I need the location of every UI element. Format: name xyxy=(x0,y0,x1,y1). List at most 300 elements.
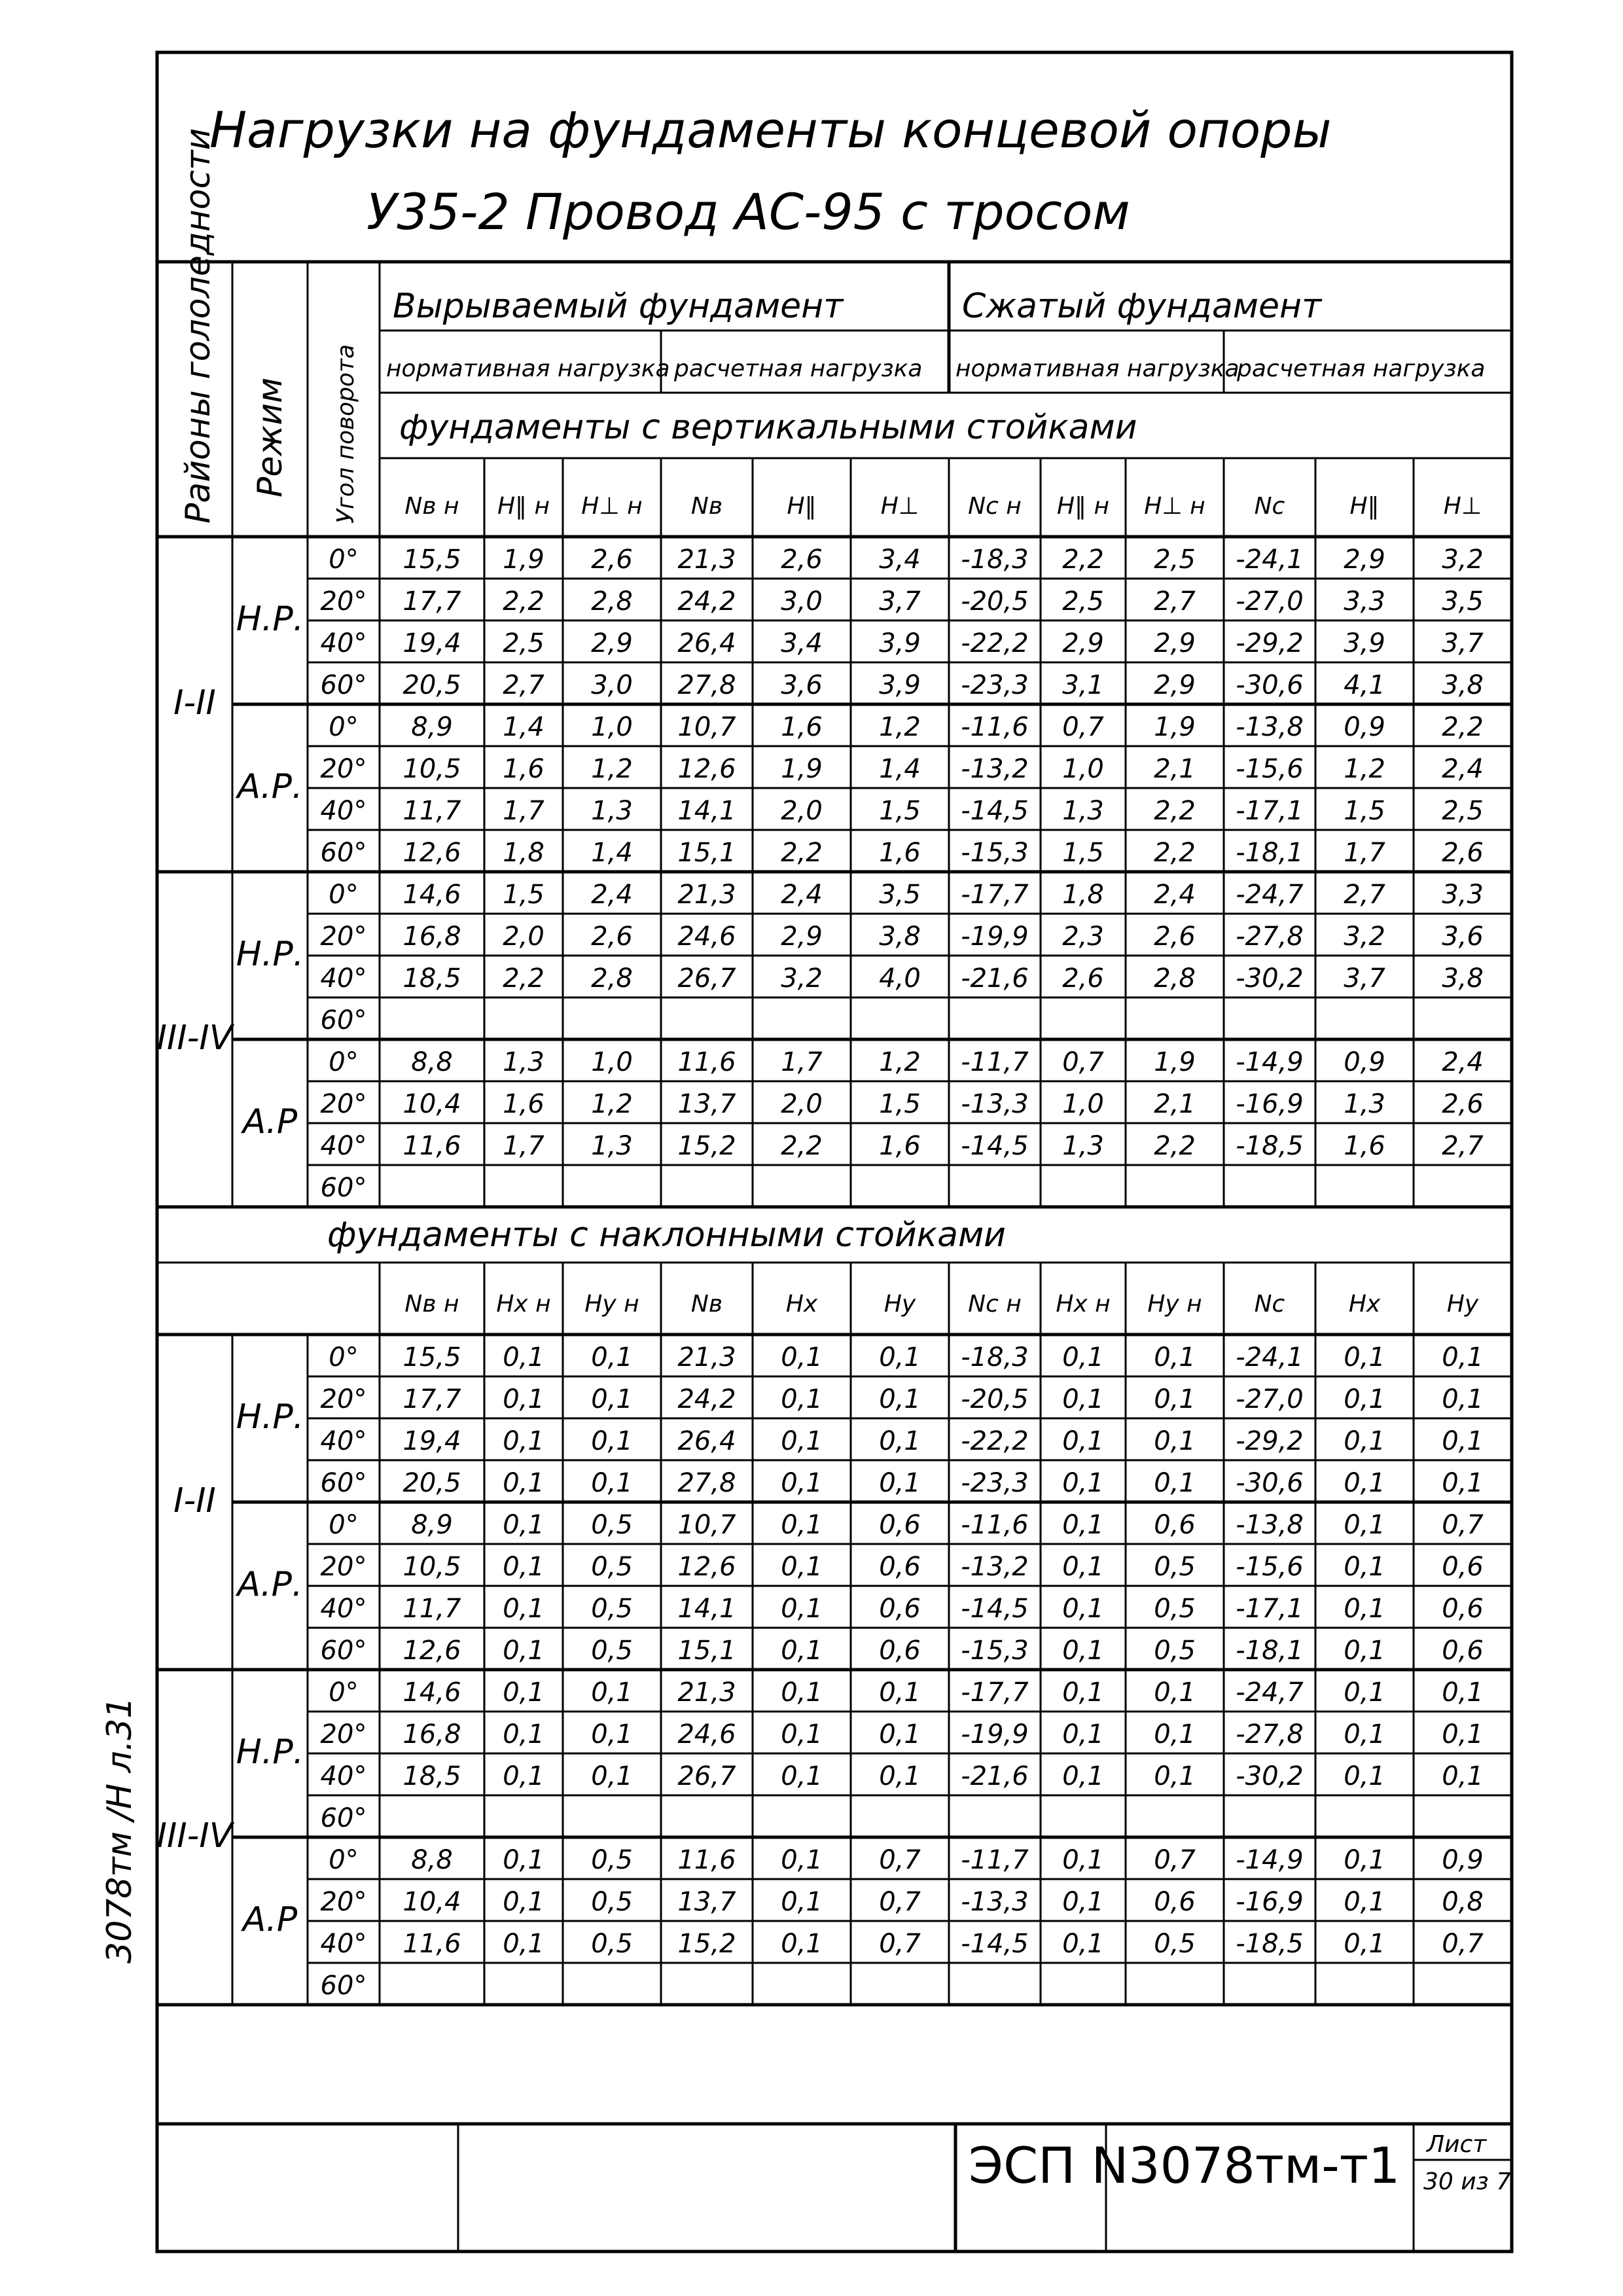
value-cell: 15,1 xyxy=(677,1636,736,1666)
value-cell: 1,3 xyxy=(1062,1131,1104,1161)
value-cell: -16,9 xyxy=(1236,1887,1304,1917)
value-cell: 14,6 xyxy=(402,1677,461,1708)
value-cell: 3,7 xyxy=(879,586,921,617)
value-cell: 1,8 xyxy=(1062,880,1104,910)
value-cell: 0,1 xyxy=(781,1887,823,1917)
value-cell: -15,6 xyxy=(1236,754,1304,784)
value-cell: 3,8 xyxy=(879,922,921,952)
value-cell: -22,2 xyxy=(961,628,1029,658)
value-cell: 0,5 xyxy=(1154,1929,1196,1959)
value-cell: -18,3 xyxy=(961,1342,1029,1372)
value-cell: 10,7 xyxy=(677,712,736,742)
value-cell: -27,8 xyxy=(1236,1719,1304,1749)
value-cell: 0,7 xyxy=(1442,1929,1484,1959)
value-cell: 1,4 xyxy=(503,712,544,742)
value-cell: -18,3 xyxy=(961,545,1029,575)
value-cell: 2,1 xyxy=(1154,1089,1196,1119)
value-cell: 0,1 xyxy=(1062,1636,1104,1666)
value-cell: 2,6 xyxy=(591,545,633,575)
value-cell: 1,6 xyxy=(503,754,544,784)
value-cell: 27,8 xyxy=(677,1468,736,1498)
angle-cell: 40° xyxy=(320,963,367,994)
value-cell: 3,9 xyxy=(1344,628,1385,658)
value-cell: 0,1 xyxy=(1062,1594,1104,1624)
value-cell: -27,0 xyxy=(1236,586,1304,617)
value-cell: 0,5 xyxy=(591,1510,633,1540)
value-cell: 0,1 xyxy=(781,1594,823,1624)
angle-cell: 20° xyxy=(320,1384,367,1414)
value-cell: -15,3 xyxy=(961,1636,1029,1666)
value-cell: -14,9 xyxy=(1236,1845,1304,1875)
value-cell: 0,1 xyxy=(591,1677,633,1708)
compressed-header: Сжатый фундамент xyxy=(962,287,1322,326)
value-cell: -11,7 xyxy=(961,1047,1029,1077)
value-cell: 0,1 xyxy=(1442,1719,1484,1749)
value-cell: 1,9 xyxy=(1154,1047,1196,1077)
mode-label: Н.Р. xyxy=(236,1732,304,1772)
value-cell: -14,5 xyxy=(961,1131,1029,1161)
value-cell: 12,6 xyxy=(677,754,736,784)
value-cell: 1,6 xyxy=(781,712,823,742)
value-cell: 0,1 xyxy=(503,1636,544,1666)
value-cell: 8,9 xyxy=(411,1510,453,1540)
value-cell: 12,6 xyxy=(402,838,461,868)
calc-load-header: расчетная нагрузка xyxy=(674,355,923,382)
value-cell: 0,6 xyxy=(1154,1510,1196,1540)
value-cell: 0,1 xyxy=(879,1426,921,1456)
stamp-sheet-label: Лист xyxy=(1427,2131,1487,2158)
value-cell: 24,6 xyxy=(677,1719,736,1749)
vertical-col-header: H‖ н xyxy=(497,493,550,520)
value-cell: 10,7 xyxy=(677,1510,736,1540)
value-cell: -19,9 xyxy=(961,1719,1029,1749)
value-cell: 2,2 xyxy=(1442,712,1484,742)
vertical-col-header: Nв н xyxy=(404,493,459,520)
value-cell: 2,9 xyxy=(1154,628,1196,658)
value-cell: 26,7 xyxy=(677,1761,736,1791)
value-cell: 0,1 xyxy=(1344,1636,1385,1666)
value-cell: 2,2 xyxy=(1154,838,1196,868)
value-cell: 0,1 xyxy=(781,1719,823,1749)
angle-cell: 0° xyxy=(329,545,359,575)
value-cell: 0,1 xyxy=(591,1468,633,1498)
value-cell: 21,3 xyxy=(677,880,736,910)
value-cell: 0,1 xyxy=(503,1510,544,1540)
value-cell: 0,1 xyxy=(781,1636,823,1666)
value-cell: 1,3 xyxy=(503,1047,544,1077)
value-cell: 0,6 xyxy=(879,1552,921,1582)
value-cell: 1,0 xyxy=(1062,754,1104,784)
value-cell: 0,7 xyxy=(879,1845,921,1875)
value-cell: -13,8 xyxy=(1236,712,1304,742)
angle-cell: 20° xyxy=(320,1552,367,1582)
vertical-col-header: H⊥ xyxy=(1443,493,1482,520)
value-cell: 0,1 xyxy=(781,1929,823,1959)
vertical-col-header: H⊥ н xyxy=(1144,493,1205,520)
value-cell: 0,6 xyxy=(1442,1636,1484,1666)
mode-label: Н.Р. xyxy=(236,935,304,974)
inclined-col-header: Hx xyxy=(785,1291,818,1318)
value-cell: 3,9 xyxy=(879,670,921,700)
value-cell: 1,5 xyxy=(503,880,544,910)
value-cell: 3,4 xyxy=(781,628,823,658)
value-cell: -24,1 xyxy=(1236,1342,1304,1372)
value-cell: 17,7 xyxy=(402,586,461,617)
inclined-col-header: Nс xyxy=(1254,1291,1285,1318)
inclined-col-header: Hy xyxy=(883,1291,916,1318)
value-cell: 1,7 xyxy=(503,1131,544,1161)
value-cell: 3,6 xyxy=(1442,922,1484,952)
value-cell: 13,7 xyxy=(677,1887,736,1917)
value-cell: 0,1 xyxy=(503,1468,544,1498)
value-cell: 8,8 xyxy=(411,1047,453,1077)
value-cell: 0,5 xyxy=(591,1887,633,1917)
value-cell: -19,9 xyxy=(961,922,1029,952)
value-cell: 2,6 xyxy=(781,545,823,575)
value-cell: 21,3 xyxy=(677,545,736,575)
value-cell: 2,2 xyxy=(1154,1131,1196,1161)
value-cell: 2,9 xyxy=(781,922,823,952)
value-cell: 1,0 xyxy=(591,1047,633,1077)
value-cell: 4,0 xyxy=(879,963,921,994)
region-header: Районы гололедности xyxy=(179,128,218,524)
value-cell: 2,2 xyxy=(503,963,544,994)
value-cell: 0,1 xyxy=(1344,1510,1385,1540)
value-cell: 0,1 xyxy=(1344,1719,1385,1749)
value-cell: -23,3 xyxy=(961,670,1029,700)
value-cell: 3,5 xyxy=(1442,586,1484,617)
value-cell: 26,4 xyxy=(677,628,736,658)
angle-cell: 0° xyxy=(329,1342,359,1372)
value-cell: 0,9 xyxy=(1344,712,1385,742)
value-cell: 0,1 xyxy=(503,1552,544,1582)
value-cell: 0,1 xyxy=(781,1342,823,1372)
value-cell: 0,5 xyxy=(1154,1636,1196,1666)
value-cell: 2,7 xyxy=(1344,880,1385,910)
value-cell: 2,9 xyxy=(1154,670,1196,700)
value-cell: -20,5 xyxy=(961,1384,1029,1414)
angle-cell: 20° xyxy=(320,1719,367,1749)
value-cell: 16,8 xyxy=(402,922,461,952)
angle-cell: 0° xyxy=(329,1845,359,1875)
angle-cell: 60° xyxy=(320,1803,367,1833)
value-cell: 19,4 xyxy=(402,1426,461,1456)
value-cell: 2,7 xyxy=(1154,586,1196,617)
angle-cell: 0° xyxy=(329,1677,359,1708)
value-cell: -29,2 xyxy=(1236,628,1304,658)
value-cell: 3,3 xyxy=(1442,880,1484,910)
value-cell: -16,9 xyxy=(1236,1089,1304,1119)
stamp-code: ЭСП N3078тм-т1 xyxy=(969,2136,1400,2195)
value-cell: 2,1 xyxy=(1154,754,1196,784)
value-cell: -18,5 xyxy=(1236,1929,1304,1959)
value-cell: 8,9 xyxy=(411,712,453,742)
value-cell: 8,8 xyxy=(411,1845,453,1875)
angle-cell: 40° xyxy=(320,628,367,658)
value-cell: 0,1 xyxy=(1344,1677,1385,1708)
value-cell: -17,7 xyxy=(961,1677,1029,1708)
value-cell: 0,9 xyxy=(1442,1845,1484,1875)
value-cell: 0,1 xyxy=(1062,1761,1104,1791)
value-cell: 2,9 xyxy=(1344,545,1385,575)
value-cell: 1,3 xyxy=(591,796,633,826)
value-cell: 0,1 xyxy=(1344,1384,1385,1414)
angle-cell: 60° xyxy=(320,670,367,700)
value-cell: 18,5 xyxy=(402,1761,461,1791)
value-cell: 0,1 xyxy=(503,1384,544,1414)
region-label: III-IV xyxy=(156,1018,233,1058)
angle-cell: 60° xyxy=(320,1971,367,2001)
value-cell: -18,1 xyxy=(1236,1636,1304,1666)
value-cell: 10,4 xyxy=(402,1887,461,1917)
value-cell: 15,5 xyxy=(402,545,461,575)
value-cell: -23,3 xyxy=(961,1468,1029,1498)
value-cell: 0,7 xyxy=(1062,1047,1104,1077)
inclined-col-header: Nс н xyxy=(968,1291,1022,1318)
value-cell: 0,1 xyxy=(1062,1468,1104,1498)
value-cell: 20,5 xyxy=(402,1468,461,1498)
value-cell: 0,6 xyxy=(879,1636,921,1666)
value-cell: -15,6 xyxy=(1236,1552,1304,1582)
vertical-col-header: H‖ xyxy=(787,493,817,520)
value-cell: 3,6 xyxy=(781,670,823,700)
value-cell: 0,7 xyxy=(1442,1510,1484,1540)
value-cell: 3,9 xyxy=(879,628,921,658)
value-cell: 0,1 xyxy=(591,1761,633,1791)
value-cell: 2,7 xyxy=(1442,1131,1484,1161)
vertical-col-header: Nс н xyxy=(968,493,1022,520)
value-cell: 24,2 xyxy=(677,1384,736,1414)
value-cell: 0,5 xyxy=(1154,1552,1196,1582)
mode-label: А.Р. xyxy=(237,1565,303,1604)
value-cell: 3,8 xyxy=(1442,963,1484,994)
value-cell: 1,7 xyxy=(1344,838,1385,868)
value-cell: 0,6 xyxy=(1442,1552,1484,1582)
mode-label: Н.Р. xyxy=(236,1397,304,1437)
value-cell: 3,0 xyxy=(781,586,823,617)
value-cell: 0,1 xyxy=(879,1677,921,1708)
value-cell: 2,2 xyxy=(503,586,544,617)
value-cell: 0,7 xyxy=(879,1929,921,1959)
value-cell: -11,6 xyxy=(961,1510,1029,1540)
value-cell: 20,5 xyxy=(402,670,461,700)
value-cell: -18,1 xyxy=(1236,838,1304,868)
value-cell: -17,1 xyxy=(1236,796,1304,826)
value-cell: 0,1 xyxy=(1442,1677,1484,1708)
value-cell: 2,6 xyxy=(1154,922,1196,952)
value-cell: 10,5 xyxy=(402,754,461,784)
value-cell: -24,7 xyxy=(1236,1677,1304,1708)
value-cell: 0,1 xyxy=(1062,1929,1104,1959)
value-cell: 24,2 xyxy=(677,586,736,617)
value-cell: 1,6 xyxy=(1344,1131,1385,1161)
value-cell: 0,1 xyxy=(1062,1342,1104,1372)
value-cell: 0,1 xyxy=(879,1384,921,1414)
value-cell: 0,1 xyxy=(503,1761,544,1791)
value-cell: 0,5 xyxy=(1154,1594,1196,1624)
value-cell: 1,9 xyxy=(781,754,823,784)
value-cell: 0,1 xyxy=(1154,1677,1196,1708)
angle-cell: 20° xyxy=(320,1089,367,1119)
value-cell: 1,9 xyxy=(503,545,544,575)
value-cell: 0,1 xyxy=(1344,1342,1385,1372)
value-cell: 27,8 xyxy=(677,670,736,700)
value-cell: 14,6 xyxy=(402,880,461,910)
value-cell: 0,1 xyxy=(1344,1845,1385,1875)
value-cell: 0,1 xyxy=(1154,1719,1196,1749)
value-cell: -11,7 xyxy=(961,1845,1029,1875)
value-cell: 2,5 xyxy=(1062,586,1104,617)
inclined-col-header: Hx н xyxy=(496,1291,551,1318)
value-cell: 1,3 xyxy=(591,1131,633,1161)
table-text xyxy=(157,128,1486,2001)
value-cell: 15,1 xyxy=(677,838,736,868)
value-cell: -14,5 xyxy=(961,1929,1029,1959)
value-cell: 0,1 xyxy=(781,1384,823,1414)
value-cell: 1,3 xyxy=(1344,1089,1385,1119)
value-cell: 0,1 xyxy=(503,1342,544,1372)
value-cell: -13,8 xyxy=(1236,1510,1304,1540)
value-cell: -22,2 xyxy=(961,1426,1029,1456)
value-cell: 0,1 xyxy=(1154,1426,1196,1456)
value-cell: 2,4 xyxy=(1154,880,1196,910)
value-cell: 0,1 xyxy=(1062,1426,1104,1456)
value-cell: -14,9 xyxy=(1236,1047,1304,1077)
value-cell: -21,6 xyxy=(961,1761,1029,1791)
value-cell: 2,9 xyxy=(1062,628,1104,658)
value-cell: 0,1 xyxy=(1442,1468,1484,1498)
value-cell: 0,1 xyxy=(503,1719,544,1749)
value-cell: 3,2 xyxy=(781,963,823,994)
angle-cell: 0° xyxy=(329,1047,359,1077)
value-cell: 11,6 xyxy=(402,1131,461,1161)
value-cell: 0,5 xyxy=(591,1845,633,1875)
inclined-col-header: Hy н xyxy=(1147,1291,1202,1318)
inclined-col-header: Nв н xyxy=(404,1291,459,1318)
value-cell: 2,0 xyxy=(781,1089,823,1119)
value-cell: -17,7 xyxy=(961,880,1029,910)
document-title: Нагрузки на фундаменты концевой опоры xyxy=(209,101,1332,159)
value-cell: 17,7 xyxy=(402,1384,461,1414)
angle-cell: 40° xyxy=(320,1426,367,1456)
norm-load-header: нормативная нагрузка xyxy=(386,355,670,382)
value-cell: -30,6 xyxy=(1236,670,1304,700)
value-cell: 0,1 xyxy=(879,1342,921,1372)
value-cell: 13,7 xyxy=(677,1089,736,1119)
value-cell: 1,3 xyxy=(1062,796,1104,826)
value-cell: 1,2 xyxy=(591,754,633,784)
value-cell: 0,1 xyxy=(1442,1426,1484,1456)
value-cell: 1,6 xyxy=(879,838,921,868)
value-cell: 18,5 xyxy=(402,963,461,994)
angle-cell: 20° xyxy=(320,1887,367,1917)
value-cell: 21,3 xyxy=(677,1342,736,1372)
value-cell: 3,2 xyxy=(1344,922,1385,952)
angle-cell: 60° xyxy=(320,838,367,868)
value-cell: 1,2 xyxy=(591,1089,633,1119)
value-cell: 0,1 xyxy=(1154,1468,1196,1498)
value-cell: 24,6 xyxy=(677,922,736,952)
value-cell: 0,7 xyxy=(1154,1845,1196,1875)
value-cell: 0,1 xyxy=(1442,1342,1484,1372)
value-cell: 0,1 xyxy=(503,1677,544,1708)
value-cell: 10,5 xyxy=(402,1552,461,1582)
value-cell: 0,1 xyxy=(1344,1929,1385,1959)
inclined-col-header: Hy н xyxy=(584,1291,639,1318)
value-cell: 2,2 xyxy=(781,1131,823,1161)
value-cell: -20,5 xyxy=(961,586,1029,617)
mode-label: А.Р xyxy=(242,1900,298,1939)
value-cell: 0,1 xyxy=(503,1845,544,1875)
value-cell: 1,5 xyxy=(1344,796,1385,826)
value-cell: 2,5 xyxy=(1442,796,1484,826)
value-cell: 0,1 xyxy=(781,1552,823,1582)
value-cell: 2,6 xyxy=(1062,963,1104,994)
region-label: I-II xyxy=(173,1481,216,1520)
angle-cell: 20° xyxy=(320,922,367,952)
value-cell: 2,5 xyxy=(1154,545,1196,575)
value-cell: -30,2 xyxy=(1236,963,1304,994)
value-cell: 1,9 xyxy=(1154,712,1196,742)
value-cell: 12,6 xyxy=(677,1552,736,1582)
value-cell: 2,4 xyxy=(781,880,823,910)
value-cell: 0,1 xyxy=(1062,1552,1104,1582)
vertical-col-header: H⊥ н xyxy=(581,493,643,520)
value-cell: 0,6 xyxy=(879,1510,921,1540)
angle-cell: 60° xyxy=(320,1636,367,1666)
value-cell: 1,2 xyxy=(879,712,921,742)
value-cell: 0,5 xyxy=(591,1929,633,1959)
value-cell: 0,1 xyxy=(879,1719,921,1749)
value-cell: -24,7 xyxy=(1236,880,1304,910)
value-cell: 0,1 xyxy=(879,1761,921,1791)
value-cell: 0,1 xyxy=(781,1510,823,1540)
value-cell: -30,6 xyxy=(1236,1468,1304,1498)
value-cell: -13,2 xyxy=(961,754,1029,784)
angle-cell: 40° xyxy=(320,1131,367,1161)
value-cell: 3,7 xyxy=(1442,628,1484,658)
angle-cell: 40° xyxy=(320,1929,367,1959)
value-cell: 1,5 xyxy=(879,1089,921,1119)
value-cell: 2,0 xyxy=(781,796,823,826)
value-cell: 0,1 xyxy=(591,1426,633,1456)
value-cell: -13,3 xyxy=(961,1887,1029,1917)
angle-cell: 0° xyxy=(329,880,359,910)
value-cell: 2,4 xyxy=(1442,1047,1484,1077)
value-cell: 0,1 xyxy=(781,1845,823,1875)
norm-load-header: нормативная нагрузка xyxy=(955,355,1240,382)
value-cell: 0,1 xyxy=(781,1761,823,1791)
value-cell: 19,4 xyxy=(402,628,461,658)
value-cell: 3,1 xyxy=(1062,670,1104,700)
inclined-col-header: Hx н xyxy=(1056,1291,1111,1318)
pulled-header: Вырываемый фундамент xyxy=(393,287,844,326)
value-cell: 0,1 xyxy=(1062,1510,1104,1540)
value-cell: 2,6 xyxy=(1442,1089,1484,1119)
value-cell: 10,4 xyxy=(402,1089,461,1119)
value-cell: 0,1 xyxy=(1062,1719,1104,1749)
value-cell: 0,1 xyxy=(503,1426,544,1456)
value-cell: 11,6 xyxy=(677,1047,736,1077)
angle-cell: 60° xyxy=(320,1005,367,1035)
value-cell: 14,1 xyxy=(677,1594,736,1624)
value-cell: 2,4 xyxy=(591,880,633,910)
value-cell: 15,2 xyxy=(677,1929,736,1959)
value-cell: 11,7 xyxy=(402,796,461,826)
value-cell: 0,1 xyxy=(1442,1384,1484,1414)
value-cell: 0,1 xyxy=(591,1342,633,1372)
value-cell: 12,6 xyxy=(402,1636,461,1666)
